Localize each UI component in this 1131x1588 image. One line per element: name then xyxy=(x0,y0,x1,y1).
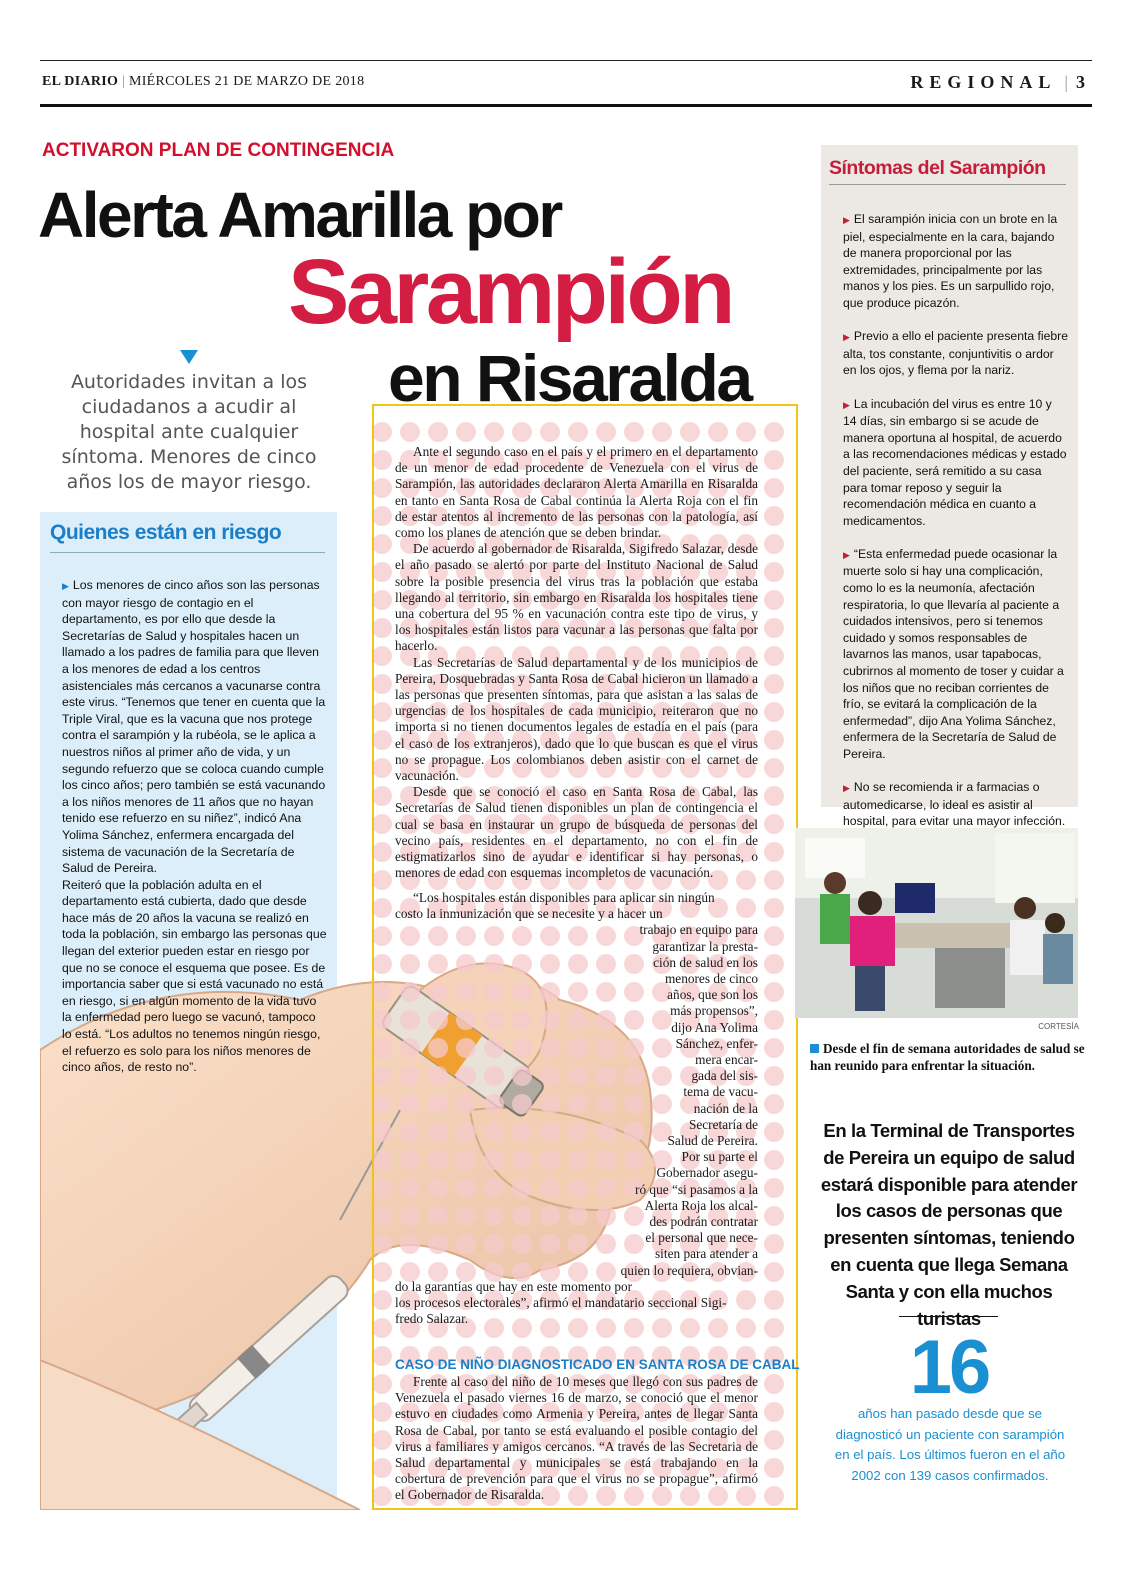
quote-line: fredo Salazar. xyxy=(395,1311,469,1327)
headline-line-2: Sarampión xyxy=(288,241,732,343)
article-paragraph-3: Las Secretarías de Salud departamental y de los municipios de Pereira, Dosquebradas y Santa Rosa de Cabal hicieron un llamado a las personas que presenten síntomas, para que asistan a las salas de urgencias de los hospitales de cada municipio, reiteraron que no importa si no tienen documentos legales de estadía en el país (para el caso de los extranjeros), dado que lo que buscan es que el virus no se propague. Los colombianos deben asistir con el carnet de vacunación. xyxy=(395,654,758,784)
quote-line: dijo Ana Yolima xyxy=(671,1019,758,1035)
symptoms-title: Síntomas del Sarampión xyxy=(829,157,1046,179)
quote-line: Alerta Roja los alcal- xyxy=(644,1197,758,1213)
bullet-icon: ▶ xyxy=(843,332,850,343)
headline-line-1: Alerta Amarilla por xyxy=(38,179,561,251)
caption-square-icon xyxy=(810,1044,819,1053)
pull-quote: En la Terminal de Transportes de Pereira un equipo de salud estará disponible para atender los casos de personas que presenten síntomas, teniendo en cuenta que llega Semana Santa y con ella muchos turistas xyxy=(820,1120,1078,1329)
bullet-icon: ▶ xyxy=(62,581,69,591)
risk-box-text xyxy=(62,577,327,1076)
fact-number: 16 xyxy=(909,1325,989,1410)
quote-line: ró que “si pasamos a la xyxy=(635,1181,758,1197)
paper-name: EL DIARIO xyxy=(42,74,119,89)
quote-line: ción de salud en los xyxy=(653,954,758,970)
photo-caption xyxy=(810,1040,1085,1074)
quote-line: trabajo en equipo para xyxy=(639,922,758,938)
photo-credit: CORTESÍA xyxy=(1038,1022,1079,1031)
deck-triangle-icon xyxy=(180,350,198,364)
quote-line: mera encar- xyxy=(695,1052,758,1068)
quote-line: Gobernador asegu- xyxy=(656,1165,758,1181)
quote-line: tema de vacu- xyxy=(683,1084,758,1100)
risk-paragraph-2: Reiteró que la población adulta en el departamento está cubierta, dado que desde hace más de 20 años la vacuna se realizó en toda la población, sin embargo las personas que llegan del exterior pueden estar en riesgo por que no se conoce el esquema que posee. Es de importancia saber que si está vacunado no está en riesgo, si en algún momento de la vida tuvo la enfermedad pero luego se vacunó, tampoco lo está. “Los adultos no tenemos ningún riesgo, el refuerzo es solo para los niños menores de cinco años, de resto no”. xyxy=(62,877,327,1075)
quote-line: Secretaría de xyxy=(688,1116,758,1132)
risk-box-rule xyxy=(50,552,325,553)
article-body-2 xyxy=(395,1374,758,1504)
symptom-text: “Esta enfermedad puede ocasionar la muerte solo si hay una complicación, como lo es la neumonía, afectación respiratoria, lo que llevaría al paciente a cuidados intensivos, pero si tenemos cuidado y somos responsables de lavarnos las manos, usar tapabocas, cubrirnos al momento de toser y cuidar a los niños que no reciban corrientes de frío, se evitará la complicación de la enfermedad”, dijo Ana Yolima Sánchez, enfermera de la Secretaría de Salud de Pereira. xyxy=(843,546,1064,761)
article-paragraph-5: Frente al caso del niño de 10 meses que llegó con sus padres de Venezuela el pasado viernes 16 de marzo, se conoció que el menor estuvo en ciudades como Armenia y Pereira, antes de llegar Santa Rosa de Cabal, por tanto se está evaluando el posible contagio del virus a familiares y amigos cercanos. “A través de las Secretaria de Salud departamental y municipales se está trabajando en la cobertura de prevención para que el virus no se propague”, afirmó el Gobernador de Risaralda. xyxy=(395,1374,758,1503)
bullet-icon: ▶ xyxy=(843,549,850,560)
quote-line: siten para atender a xyxy=(655,1246,758,1262)
article-subhead: CASO DE NIÑO DIAGNOSTICADO EN SANTA ROSA DE CABAL xyxy=(395,1357,800,1372)
quote-line: garantizar la presta- xyxy=(652,938,758,954)
quote-line: años, que son los xyxy=(667,987,758,1003)
header-left: EL DIARIO | MIÉRCOLES 21 DE MARZO DE 2018 xyxy=(42,74,365,89)
fact-text: años han pasado desde que se diagnosticó un paciente con sarampión en el país. Los últimos fueron en el año 2002 con 139 casos confirmados. xyxy=(834,1406,1066,1483)
article-quote xyxy=(395,890,758,1327)
deck: Autoridades invitan a los ciudadanos a acudir al hospital ante cualquier síntoma. Menores de cinco años los de mayor riesgo. xyxy=(61,371,317,493)
quote-line: Salud de Pereira. xyxy=(667,1133,758,1149)
quote-line: do la garantías que hay en este momento por xyxy=(395,1278,633,1294)
header-top-rule xyxy=(40,60,1092,61)
quote-line: nación de la xyxy=(693,1100,758,1116)
symptom-item xyxy=(843,779,1068,830)
header-bottom-rule xyxy=(40,104,1092,107)
quote-line: menores de cinco xyxy=(664,971,758,987)
article-body xyxy=(395,444,758,881)
risk-paragraph-1: Los menores de cinco años son las personas con mayor riesgo de contagio en el departamento, es por ello que desde la Secretarías de Salud y hospitales hacen un llamado a los padres de familia para que lleven a los menores de edad a los centros asistenciales más cercanos a vacunarse contra este virus. “Tenemos que tener en cuenta que la Triple Viral, que es la vacuna que nos protege contra el sarampión y la rubéola, se le aplica a nuestros niños al primer año de vida, y un segundo refuerzo que se coloca cuando cumple los cinco años; pero también se está vacunando a los niños menores de 11 años que no hayan tenido ese refuerzo en su niñez”, indicó Ana Yolima Sánchez, enfermera encargada del sistema de vacunación de la Secretaría de Salud de Pereira. xyxy=(62,578,326,876)
headline-line-3: en Risaralda xyxy=(388,341,751,415)
bullet-icon: ▶ xyxy=(843,215,850,225)
symptom-text: El sarampión inicia con un brote en la piel, especialmente en la cara, bajando de manera proporcional por las extremidades, principalmente por las manos y los pies. Es un sarpullido rojo, que produce picazón. xyxy=(843,212,1058,310)
bullet-icon: ▶ xyxy=(843,783,850,794)
meeting-photo xyxy=(795,828,1078,1018)
symptom-item xyxy=(843,396,1068,530)
risk-box-title: Quienes están en riesgo xyxy=(50,521,282,544)
quote-line: gada del sis- xyxy=(691,1068,758,1084)
article-paragraph-4: Desde que se conoció el caso en Santa Rosa de Cabal, las Secretarías de Salud tienen disponibles un plan de contingencia el cual se basa en instaurar un grupo de búsqueda de personas del vecino país, residentes en el departamento, no con el fin de estigmatizarlos sino de ayudar e identificar si hay personas, o menores de edad con esquemas incompletos de vacunación. xyxy=(395,784,758,881)
quote-line: quien lo requiera, obvian- xyxy=(620,1262,758,1278)
symptom-text: No se recomienda ir a farmacias o automedicarse, lo ideal es asistir al hospital, para evitar una mayor infección. xyxy=(843,780,1066,829)
symptom-item xyxy=(843,211,1068,312)
quote-line: los procesos electorales”, afirmó el mandatario seccional Sigi- xyxy=(395,1295,727,1311)
symptoms-list xyxy=(843,211,1068,847)
page-number: 3 xyxy=(1076,72,1091,92)
symptom-item xyxy=(843,328,1068,379)
article-paragraph-2: De acuerdo al gobernador de Risaralda, Sigifredo Salazar, desde el año pasado se alertó por parte del Instituto Nacional de Salud sobre la posible presencia del virus tras la población que estaba llegando al territorio, sin embargo en Risaralda los hospitales tiene una cobertura del 95 % en vacunación contra este tipo de virus, y los hospitales están listos para vacunar a las personas que falta por hacerlo. xyxy=(395,541,758,654)
quote-line: Por su parte el xyxy=(681,1149,758,1165)
quote-line: “Los hospitales están disponibles para aplicar sin ningún xyxy=(413,890,715,905)
quote-line: Sánchez, enfer- xyxy=(675,1035,758,1051)
quote-line: el personal que nece- xyxy=(645,1230,758,1246)
issue-date: MIÉRCOLES 21 DE MARZO DE 2018 xyxy=(128,74,365,89)
symptom-item xyxy=(843,546,1068,763)
kicker: ACTIVARON PLAN DE CONTINGENCIA xyxy=(42,140,395,161)
photo-caption-text: Desde el fin de semana autoridades de salud se han reunido para enfrentar la situación. xyxy=(810,1041,1085,1073)
quote-line: des podrán contratar xyxy=(649,1214,758,1230)
pull-quote-rule xyxy=(899,1316,998,1317)
quote-line: costo la inmunización que se necesite y a hacer un xyxy=(395,906,663,922)
symptom-text: Previo a ello el paciente presenta fiebre alta, tos constante, conjuntivitis o ardor en los ojos, y flema por la nariz. xyxy=(843,329,1069,378)
header-right: REGIONAL | 3 xyxy=(910,72,1091,92)
symptoms-rule xyxy=(829,184,1066,185)
quote-line: más propensos”, xyxy=(670,1003,758,1019)
section-name: REGIONAL xyxy=(910,72,1057,92)
article-paragraph-1: Ante el segundo caso en el país y el primero en el departamento de un menor de edad procedente de Venezuela con el virus de Sarampión, las autoridades declararon Alerta Amarilla en Risaralda en tanto en Santa Rosa de Cabal continúa la Alerta Roja con el fin de estar atentos al incremento de las personas con la patología, así como los planes de atención que se deben brindar. xyxy=(395,444,758,541)
bullet-icon: ▶ xyxy=(843,399,850,410)
symptom-text: La incubación del virus es entre 10 y 14 días, sin embargo si se acude de manera oportuna al hospital, de acuerdo a las recomendaciones médicas y estado del paciente, será remitido a su casa para tomar reposo y seguir la recomendación médica en cuanto a medicamentos. xyxy=(843,396,1067,528)
